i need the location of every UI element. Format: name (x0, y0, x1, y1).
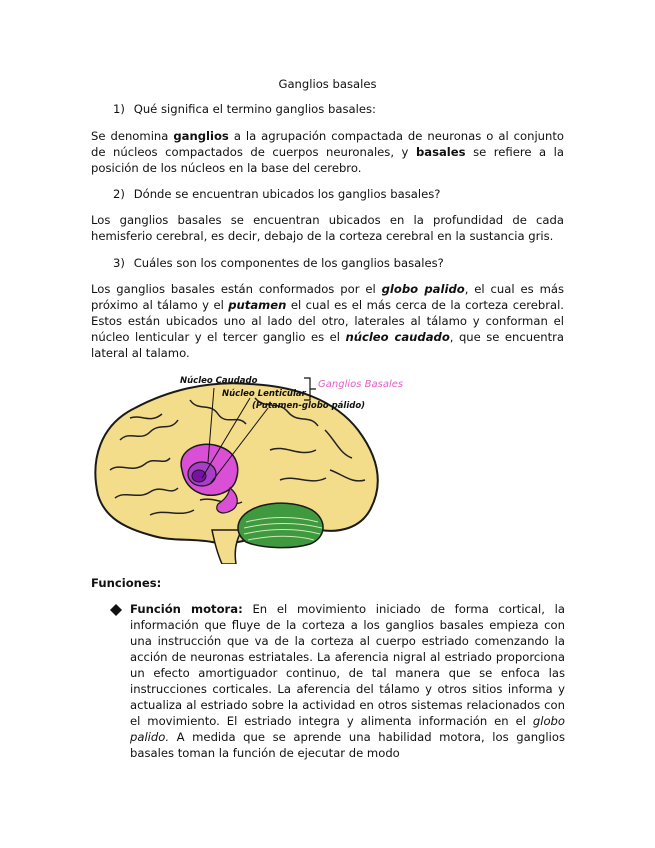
document-title: Ganglios basales (278, 77, 377, 91)
answer-2: Los ganglios basales se encuentran ubicados en la profundidad de cada hemisferio cerebral, es decir, debajo de la corteza cerebral en la sustancia gris. (91, 213, 564, 243)
label-ganglios-basales: Ganglios Basales (318, 379, 404, 390)
question-3-number: 3) (113, 256, 125, 270)
answer-3 (91, 281, 564, 361)
bullet-text (130, 601, 565, 761)
question-2-number: 2) (113, 187, 125, 201)
label-nucleo-lenticular: Núcleo Lenticular (222, 389, 306, 399)
label-putamen-globo-palido: (Putamen-globo pálido) (252, 401, 366, 411)
answer-3-text-a: Los ganglios basales están conformados por el (91, 282, 382, 296)
answer-1-bold-ganglios: ganglios (173, 129, 229, 143)
answer-3-nucleo-caudado: núcleo caudado (345, 330, 450, 344)
brain-diagram (90, 370, 416, 564)
answer-3-text-c: , el cual es más próximo al tálamo y el (91, 282, 565, 312)
bullet-text-part-2: A medida que se aprende una habilidad motora, los ganglios basales toman la función de ejecutar de modo (130, 730, 565, 760)
question-2 (113, 187, 440, 201)
answer-3-putamen: putamen (228, 298, 287, 312)
answer-3-text-e: , que se encuentra lateral al talamo. (91, 330, 564, 360)
diamond-bullet-icon (110, 604, 122, 616)
bullet-italic-globo-palido: globo palido. (130, 714, 565, 744)
answer-1 (91, 128, 564, 176)
funciones-heading: Funciones: (91, 576, 162, 590)
answer-3-globo-palido: globo palido (381, 282, 465, 296)
answer-1-text-a: Se denomina (91, 129, 174, 143)
brainstem (212, 530, 242, 564)
bullet-bold-label: Función motora: (130, 602, 243, 616)
bullet-text-part-1: En el movimiento iniciado de forma cortical, la información que fluye de la corteza a los ganglios basales empieza con una instrucción que va de la corteza al cuerpo estriado comenzando la acción de neuronas estriatales. La aferencia nigral al estriado proporciona un efecto amortiguador continuo, de tal manera que se enfoca las instrucciones corticales. La aferencia del tálamo y otros sitios informa y actualiza al estriado sobre la actividad en otros sistemas relacionados con el movimiento. El estriado integra y alimenta información en el (130, 602, 565, 728)
globus-pallidus (192, 470, 206, 482)
answer-1-bold-basales: basales (415, 145, 466, 159)
answer-3-text-d: el cual es el más cerca de la corteza cerebral. Estos están ubicados uno al lado del otro, laterales al tálamo y conforman el núcleo lenticular y el tercer ganglio es el (91, 298, 564, 344)
question-2-text: Dónde se encuentran ubicados los ganglios basales? (133, 187, 441, 201)
question-1 (113, 102, 376, 116)
question-3 (113, 256, 444, 270)
answer-1-text-d: se refiere a la posición de los núcleos en la base del cerebro. (91, 145, 564, 175)
question-1-number: 1) (113, 102, 125, 116)
answer-1-text-c: a la agrupación compactada de neuronas o al conjunto de núcleos compactados de cuerpos neuronales, y (91, 129, 565, 159)
label-nucleo-caudado: Núcleo Caudado (180, 376, 258, 386)
question-3-text: Cuáles son los componentes de los ganglios basales? (133, 256, 444, 270)
question-1-text: Qué significa el termino ganglios basales: (133, 102, 376, 116)
